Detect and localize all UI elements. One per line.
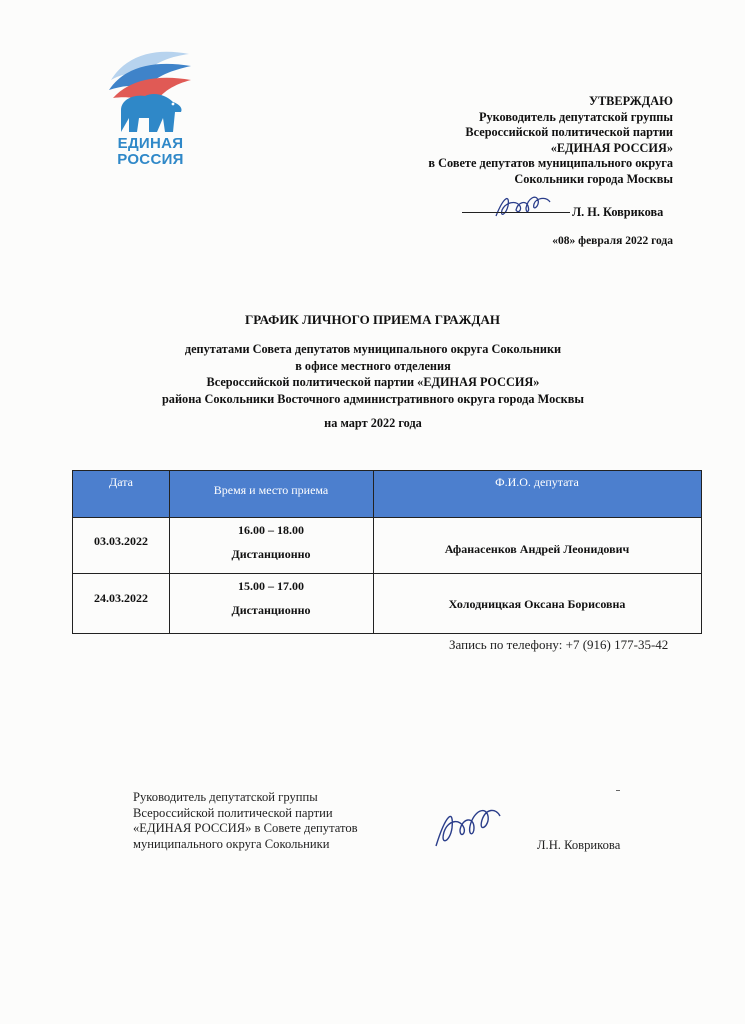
approval-line: «ЕДИНАЯ РОССИЯ» <box>550 140 673 155</box>
approval-line: в Совете депутатов муниципального округа <box>428 156 673 170</box>
row1-place: Дистанционно <box>231 547 311 561</box>
footer-signer: Л.Н. Коврикова <box>537 838 621 852</box>
header-date: Дата <box>109 475 133 489</box>
footer-signature-icon <box>430 802 505 857</box>
row2-date: 24.03.2022 <box>94 591 148 605</box>
stray-mark <box>616 790 620 791</box>
approval-block <box>353 94 673 187</box>
footer-line: Руководитель депутатской группы <box>133 790 318 804</box>
signature-icon <box>492 192 554 222</box>
approval-signer: Л. Н. Коврикова <box>572 205 664 219</box>
bear-flag-icon <box>103 48 193 138</box>
logo-line-1: ЕДИНАЯ <box>117 135 184 152</box>
subtitle-line: в офисе местного отделения <box>295 358 451 373</box>
approval-line: УТВЕРЖДАЮ <box>588 94 673 108</box>
row-divider <box>73 573 701 574</box>
approval-line: Сокольники города Москвы <box>514 171 673 186</box>
footer-line: «ЕДИНАЯ РОССИЯ» в Совете депутатов <box>133 821 358 835</box>
footer-position <box>133 790 358 852</box>
party-logo <box>103 48 193 173</box>
page-subtitle <box>0 341 745 407</box>
approval-line: Всероссийской политической партии <box>465 125 673 139</box>
approval-line: Руководитель депутатской группы <box>478 109 673 124</box>
approval-date: «08» февраля 2022 года <box>552 235 673 247</box>
logo-wordmark <box>108 136 193 168</box>
subtitle-line: Всероссийской политической партии «ЕДИНАЯ РОССИЯ» <box>206 375 540 389</box>
row1-date: 03.03.2022 <box>94 534 148 548</box>
row2-place: Дистанционно <box>231 603 311 617</box>
subtitle-line: района Сокольники Восточного административного округа города Москвы <box>161 391 585 406</box>
footer-line: Всероссийской политической партии <box>133 805 333 820</box>
schedule-period: на март 2022 года <box>324 416 422 430</box>
header-deputy: Ф.И.О. депутата <box>495 475 579 489</box>
subtitle-line: депутатами Совета депутатов муниципального округа Сокольники <box>184 342 562 356</box>
signature-line <box>462 212 570 213</box>
logo-line-2: РОССИЯ <box>117 151 184 168</box>
row2-time: 15.00 – 17.00 <box>238 579 304 593</box>
header-time-place: Время и место приема <box>213 483 329 497</box>
row1-time: 16.00 – 18.00 <box>238 523 304 537</box>
page-title: ГРАФИК ЛИЧНОГО ПРИЕМА ГРАЖДАН <box>245 312 500 327</box>
footer-line: муниципального округа Сокольники <box>133 836 330 851</box>
row1-deputy: Афанасенков Андрей Леонидович <box>444 542 630 556</box>
row2-deputy: Холодницкая Оксана Борисовна <box>448 597 626 611</box>
phone-note: Запись по телефону: +7 (916) 177-35-42 <box>449 637 669 652</box>
schedule-table <box>72 470 702 634</box>
